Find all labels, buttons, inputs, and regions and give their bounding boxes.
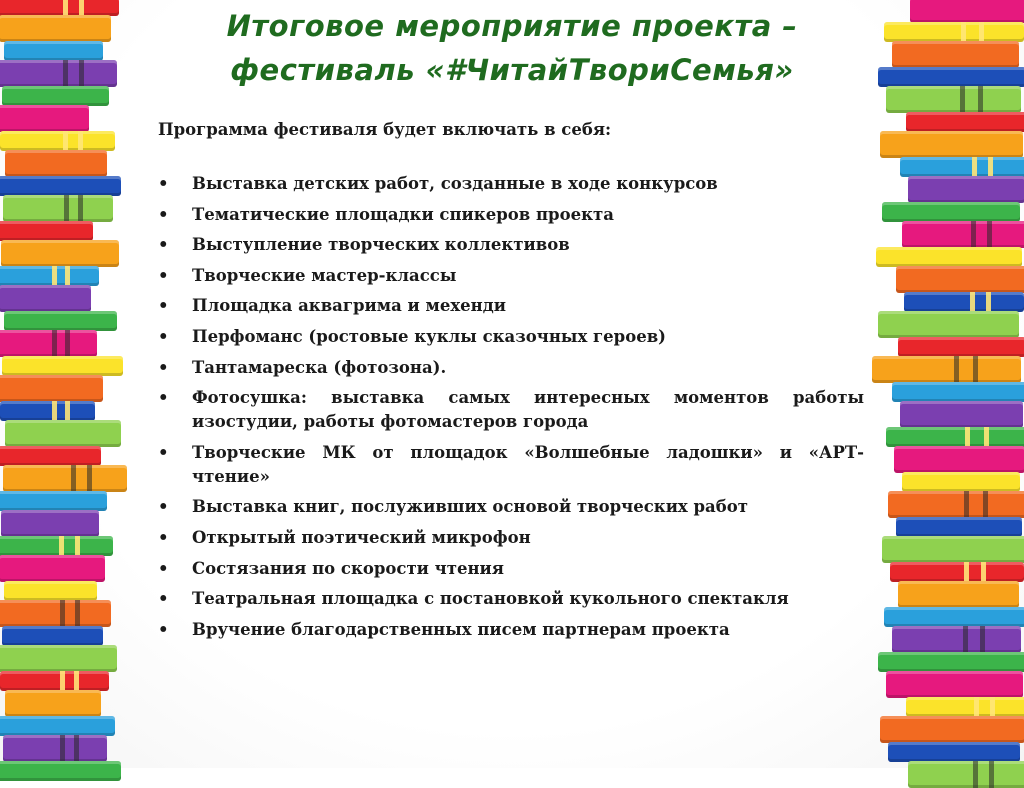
book-stripe bbox=[63, 131, 68, 151]
book-stripe bbox=[59, 536, 64, 556]
book-illustration bbox=[880, 716, 1024, 743]
book-illustration bbox=[888, 742, 1020, 762]
list-item bbox=[158, 441, 864, 489]
list-item bbox=[158, 325, 864, 349]
book-illustration bbox=[3, 465, 127, 492]
bullet-icon: • bbox=[158, 558, 169, 578]
book-illustration bbox=[890, 562, 1024, 582]
bullet-icon: • bbox=[158, 326, 169, 346]
bullet-icon: • bbox=[158, 204, 169, 224]
bullet-icon: • bbox=[158, 619, 169, 639]
book-stripe bbox=[75, 536, 80, 556]
book-illustration bbox=[904, 292, 1024, 312]
book-illustration bbox=[906, 112, 1024, 132]
book-illustration bbox=[5, 420, 121, 447]
book-illustration bbox=[872, 356, 1021, 383]
book-stripe bbox=[984, 427, 989, 447]
book-illustration bbox=[0, 221, 93, 241]
book-illustration bbox=[0, 176, 121, 196]
book-illustration bbox=[0, 716, 115, 736]
book-illustration bbox=[0, 285, 91, 312]
book-illustration bbox=[3, 195, 113, 222]
book-stripe bbox=[74, 735, 79, 762]
book-stripe bbox=[79, 0, 84, 16]
bullet-icon: • bbox=[158, 388, 169, 408]
list-item-text: Перфоманс (ростовые куклы сказочных героев) bbox=[192, 326, 666, 346]
book-stripe bbox=[988, 157, 993, 177]
book-illustration bbox=[2, 86, 109, 106]
book-stripe bbox=[989, 761, 994, 788]
book-illustration bbox=[886, 86, 1021, 113]
book-stripe bbox=[960, 86, 965, 113]
book-illustration bbox=[0, 266, 99, 286]
book-stripe bbox=[987, 221, 992, 248]
list-item-text: Театральная площадка с постановкой кукольного спектакля bbox=[192, 589, 789, 609]
list-item-text: Фотосушка: выставка самых интересных моментов работы изостудии, работы фотомастеров города bbox=[192, 388, 864, 432]
list-item-text: Тематические площадки спикеров проекта bbox=[192, 204, 614, 224]
book-illustration bbox=[3, 735, 107, 762]
book-illustration bbox=[0, 105, 89, 132]
bullet-icon: • bbox=[158, 357, 169, 377]
book-illustration bbox=[882, 202, 1020, 222]
list-item-text: Выставка книг, послуживших основой творческих работ bbox=[192, 497, 748, 517]
list-item bbox=[158, 495, 864, 519]
list-item-text: Выступление творческих коллективов bbox=[192, 235, 570, 255]
bullet-icon: • bbox=[158, 174, 169, 193]
list-item bbox=[158, 526, 864, 550]
bullet-icon: • bbox=[158, 296, 169, 316]
book-illustration bbox=[882, 536, 1024, 563]
book-illustration bbox=[5, 690, 101, 717]
book-stripe bbox=[973, 761, 978, 788]
bullet-icon: • bbox=[158, 589, 169, 609]
book-illustration bbox=[880, 131, 1023, 158]
slide-title: Итоговое мероприятие проекта – фестиваль «#ЧитайТвориСемья» bbox=[226, 9, 798, 87]
book-illustration bbox=[0, 761, 121, 781]
bullet-icon: • bbox=[158, 265, 169, 285]
book-illustration bbox=[892, 382, 1024, 402]
book-stripe bbox=[964, 491, 969, 518]
book-stripe bbox=[60, 671, 65, 691]
book-illustration bbox=[4, 41, 103, 61]
book-stripe bbox=[71, 465, 76, 492]
book-stripe bbox=[964, 562, 969, 582]
book-stripe bbox=[980, 626, 985, 653]
book-illustration bbox=[892, 626, 1021, 653]
book-stripe bbox=[63, 0, 68, 16]
program-list bbox=[158, 172, 864, 648]
book-stripe bbox=[64, 195, 69, 222]
book-stripe bbox=[52, 401, 57, 421]
book-stripe bbox=[75, 600, 80, 627]
book-stripe bbox=[986, 292, 991, 312]
book-illustration bbox=[0, 536, 113, 556]
book-illustration bbox=[0, 671, 109, 691]
book-illustration bbox=[0, 446, 101, 466]
book-illustration bbox=[910, 0, 1024, 23]
book-stack-left-illustration bbox=[0, 0, 135, 768]
book-illustration bbox=[0, 401, 95, 421]
list-item-text: Состязания по скорости чтения bbox=[192, 558, 504, 578]
book-illustration bbox=[878, 311, 1019, 338]
book-stripe bbox=[52, 330, 57, 357]
book-stripe bbox=[60, 735, 65, 762]
program-intro: Программа фестиваля будет включать в себя: bbox=[158, 120, 612, 139]
book-stripe bbox=[74, 671, 79, 691]
book-illustration bbox=[886, 427, 1024, 447]
book-illustration bbox=[900, 157, 1024, 177]
list-item bbox=[158, 294, 864, 318]
book-illustration bbox=[0, 0, 119, 16]
book-stripe bbox=[79, 60, 84, 87]
book-illustration bbox=[902, 472, 1020, 492]
list-item-text: Тантамареска (фотозона). bbox=[192, 357, 447, 377]
bullet-icon: • bbox=[158, 527, 169, 547]
list-item-text: Площадка аквагрима и мехенди bbox=[192, 296, 506, 316]
book-illustration bbox=[0, 645, 117, 672]
book-illustration bbox=[0, 600, 111, 627]
book-stripe bbox=[990, 697, 995, 717]
book-stripe bbox=[972, 157, 977, 177]
book-illustration bbox=[0, 491, 107, 511]
book-illustration bbox=[900, 401, 1023, 428]
book-illustration bbox=[888, 491, 1024, 518]
book-stripe bbox=[78, 131, 83, 151]
book-illustration bbox=[0, 131, 115, 151]
book-illustration bbox=[0, 15, 111, 42]
book-stripe bbox=[970, 292, 975, 312]
list-item bbox=[158, 203, 864, 227]
book-illustration bbox=[2, 626, 103, 646]
book-illustration bbox=[2, 356, 123, 376]
book-stripe bbox=[52, 266, 57, 286]
book-stripe bbox=[971, 221, 976, 248]
book-illustration bbox=[908, 761, 1024, 788]
book-illustration bbox=[886, 671, 1023, 698]
book-stripe bbox=[974, 697, 979, 717]
book-illustration bbox=[5, 150, 107, 177]
bullet-icon: • bbox=[158, 235, 169, 255]
book-stripe bbox=[963, 626, 968, 653]
list-item bbox=[158, 587, 864, 611]
book-stripe bbox=[60, 600, 65, 627]
list-item-text: Выставка детских работ, созданные в ходе конкурсов bbox=[192, 174, 718, 193]
list-item bbox=[158, 356, 864, 380]
book-illustration bbox=[878, 652, 1024, 672]
book-illustration bbox=[1, 240, 119, 267]
book-illustration bbox=[878, 67, 1024, 87]
book-stripe bbox=[954, 356, 959, 383]
book-illustration bbox=[4, 581, 97, 601]
book-illustration bbox=[896, 266, 1024, 293]
book-stripe bbox=[965, 427, 970, 447]
book-stripe bbox=[63, 60, 68, 87]
book-stripe bbox=[961, 22, 966, 42]
book-illustration bbox=[884, 22, 1024, 42]
list-item-text: Открытый поэтический микрофон bbox=[192, 527, 531, 547]
book-stripe bbox=[65, 330, 70, 357]
book-illustration bbox=[4, 311, 117, 331]
list-item bbox=[158, 264, 864, 288]
bullet-icon: • bbox=[158, 442, 169, 462]
book-illustration bbox=[898, 581, 1019, 608]
book-illustration bbox=[884, 607, 1024, 627]
list-item bbox=[158, 233, 864, 257]
list-item-text: Творческие мастер-классы bbox=[192, 265, 457, 285]
book-stripe bbox=[983, 491, 988, 518]
book-illustration bbox=[894, 446, 1024, 473]
book-stripe bbox=[87, 465, 92, 492]
list-item bbox=[158, 618, 864, 642]
list-item-text: Творческие МК от площадок «Волшебные ладошки» и «АРТ-чтение» bbox=[192, 442, 864, 486]
book-illustration bbox=[0, 555, 105, 582]
bullet-icon: • bbox=[158, 497, 169, 517]
book-illustration bbox=[908, 176, 1024, 203]
book-stripe bbox=[981, 562, 986, 582]
list-item bbox=[158, 386, 864, 434]
book-illustration bbox=[902, 221, 1024, 248]
book-stripe bbox=[973, 356, 978, 383]
book-stack-right-illustration bbox=[864, 0, 1024, 768]
list-item-text: Вручение благодарственных писем партнерам проекта bbox=[192, 619, 730, 639]
book-illustration bbox=[0, 330, 97, 357]
book-illustration bbox=[0, 60, 117, 87]
book-illustration bbox=[0, 375, 103, 402]
book-illustration bbox=[876, 247, 1022, 267]
book-stripe bbox=[979, 22, 984, 42]
book-stripe bbox=[78, 195, 83, 222]
list-item bbox=[158, 172, 864, 196]
book-illustration bbox=[906, 697, 1024, 717]
book-stripe bbox=[978, 86, 983, 113]
book-illustration bbox=[898, 337, 1024, 357]
list-item bbox=[158, 557, 864, 581]
book-stripe bbox=[65, 401, 70, 421]
book-illustration bbox=[1, 510, 99, 537]
book-stripe bbox=[65, 266, 70, 286]
book-illustration bbox=[896, 517, 1022, 537]
book-illustration bbox=[892, 41, 1019, 68]
